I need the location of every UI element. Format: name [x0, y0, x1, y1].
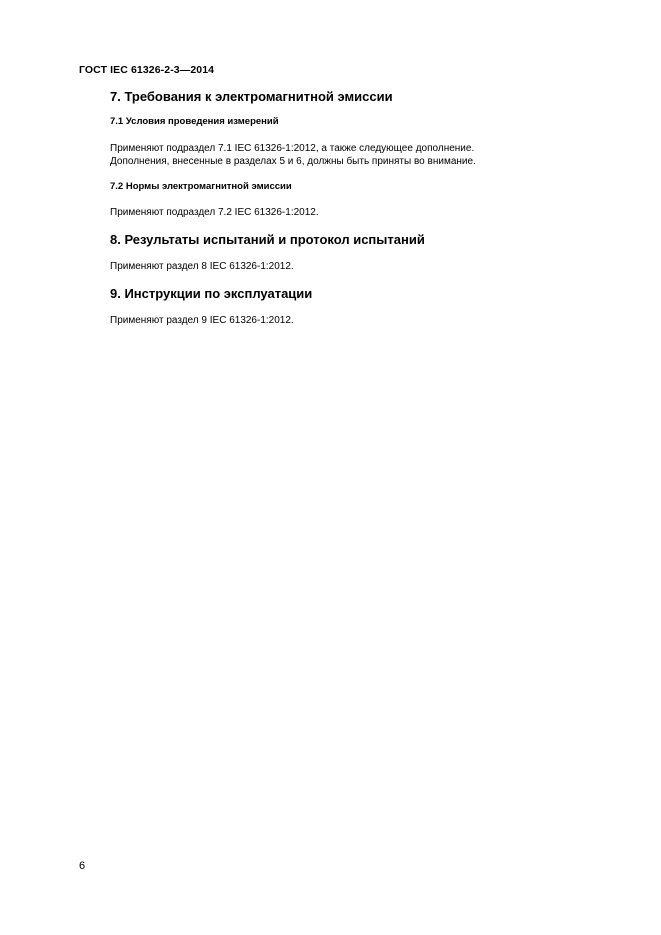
page-number: 6: [79, 860, 86, 872]
subsection-7-2-heading: 7.2 Нормы электромагнитной эмиссии: [110, 181, 292, 192]
section-8-heading: 8. Результаты испытаний и протокол испытаний: [110, 232, 425, 247]
section-9-text: Применяют раздел 9 IEC 61326-1:2012.: [110, 315, 294, 326]
subsection-7-1-text-line-1: Применяют подраздел 7.1 IEC 61326-1:2012, а также следующее дополнение.: [110, 143, 475, 154]
section-7-heading: 7. Требования к электромагнитной эмиссии: [110, 89, 393, 104]
section-8-text: Применяют раздел 8 IEC 61326-1:2012.: [110, 261, 294, 272]
subsection-7-2-text: Применяют подраздел 7.2 IEC 61326-1:2012.: [110, 207, 319, 218]
section-9-heading: 9. Инструкции по эксплуатации: [110, 286, 313, 301]
document-header-code: ГОСТ IEC 61326-2-3—2014: [79, 64, 215, 76]
subsection-7-1-heading: 7.1 Условия проведения измерений: [110, 116, 279, 127]
subsection-7-1-text-line-2: Дополнения, внесенные в разделах 5 и 6, должны быть приняты во внимание.: [110, 156, 476, 167]
